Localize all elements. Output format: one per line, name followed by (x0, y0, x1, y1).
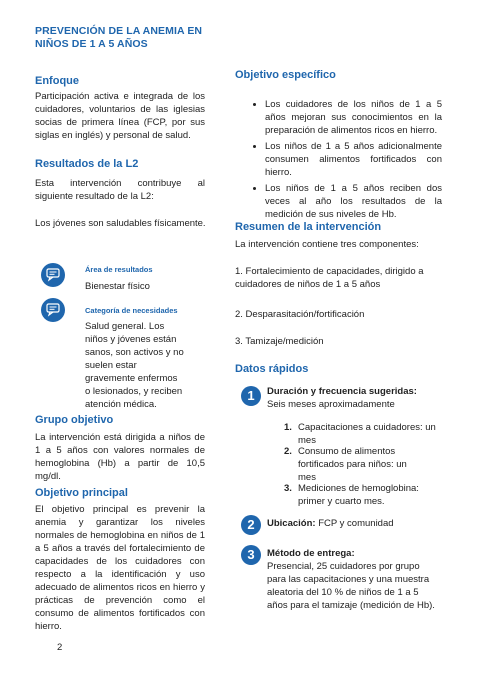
grupo-heading: Grupo objetivo (35, 414, 114, 426)
resumen-item-1: 1. Fortalecimiento de capacidades, dirigido a cuidadores de niños de 1 a 5 años (235, 266, 424, 290)
number-1-icon: 1 (241, 386, 261, 406)
categoria-label: Categoría de necesidades (85, 306, 178, 315)
item-text: Consumo de alimentos fortificados para niños: un mes (298, 446, 407, 483)
fact-label: Ubicación: (267, 518, 316, 529)
resultados-outcome: Los jóvenes son saludables físicamente. (35, 218, 206, 229)
principal-heading: Objetivo principal (35, 487, 128, 499)
fact-location (267, 517, 394, 530)
fact-label: Método de entrega: (267, 548, 355, 559)
principal-text: El objetivo principal es prevenir la anemia y garantizar los niveles normales de hemoglobina en niños de 1 a 5 años a través del fortalecimiento de capacidades de los cuidadores con respecto a la identificación y uso adecuado de alimentos ricos en hierro y prácticas de prevención como el consumo de alimentos fortificados con hierro. (35, 504, 205, 632)
enfoque-text: Participación activa e integrada de los cuidadores, voluntarios de las iglesias socias de primera línea (FCP, por sus siglas en inglés) y personal de salud. (35, 91, 205, 141)
fact-text: Seis meses aproximadamente (267, 399, 395, 410)
area-label: Área de resultados (85, 265, 153, 274)
enfoque-heading: Enfoque (35, 75, 79, 87)
item-text: Mediciones de hemoglobina: primer y cuarto mes. (298, 483, 419, 507)
chat-person-icon (41, 263, 65, 287)
area-value: Bienestar físico (85, 281, 150, 292)
number-3-icon: 3 (241, 545, 261, 565)
fact-text: FCP y comunidad (315, 518, 394, 529)
document-title: PREVENCIÓN DE LA ANEMIA EN NIÑOS DE 1 A 5 AÑOS (35, 25, 203, 50)
list-item (284, 482, 434, 508)
fact-text: Presencial, 25 cuidadores por grupo para las capacitaciones y una muestra aleatoria del 10 % de niños de 1 a 5 años para el tamizaje (medición de Hb). (267, 561, 435, 611)
item-number: 3. (284, 483, 292, 494)
list-item: • Los niños de 1 a 5 años reciben dos veces al año los resultados de la medición de sus niveles de Hb. (265, 182, 442, 221)
resultados-heading: Resultados de la L2 (35, 158, 139, 170)
number-2-icon: 2 (241, 515, 261, 535)
resumen-intro: La intervención contiene tres componentes: (235, 239, 419, 250)
grupo-text: La intervención está dirigida a niños de 1 a 5 años con valores normales de hemoglobina (Hb) a partir de 10,5 mg/dl. (35, 432, 205, 482)
chat-person-icon (41, 298, 65, 322)
categoria-value: Salud general. Los niños y jóvenes están sanos, son activos y no suelen estar gravemente enfermos o lesionados, y reciben atención médica. (85, 321, 184, 410)
resultados-text: Esta intervención contribuye al siguiente resultado de la L2: (35, 178, 205, 202)
list-item (284, 445, 434, 484)
datos-heading: Datos rápidos (235, 363, 309, 375)
fact-label: Duración y frecuencia sugeridas: (267, 386, 417, 397)
resumen-item-2: 2. Desparasitación/fortificación (235, 309, 365, 320)
resumen-item-3: 3. Tamizaje/medición (235, 336, 324, 347)
item-text: Capacitaciones a cuidadores: un mes (298, 422, 436, 446)
resumen-heading: Resumen de la intervención (235, 221, 382, 233)
item-number: 1. (284, 422, 292, 433)
list-item: • Los cuidadores de los niños de 1 a 5 años mejoran sus conocimientos en la preparación de alimentos ricos en hierro. (265, 98, 442, 137)
especifico-heading: Objetivo específico (235, 69, 336, 81)
list-item (284, 421, 434, 447)
page-number: 2 (57, 642, 63, 653)
list-item: • Los niños de 1 a 5 años adicionalmente consumen alimentos fortificados con hierro. (265, 140, 442, 179)
item-number: 2. (284, 446, 292, 457)
especifico-list (235, 98, 442, 224)
